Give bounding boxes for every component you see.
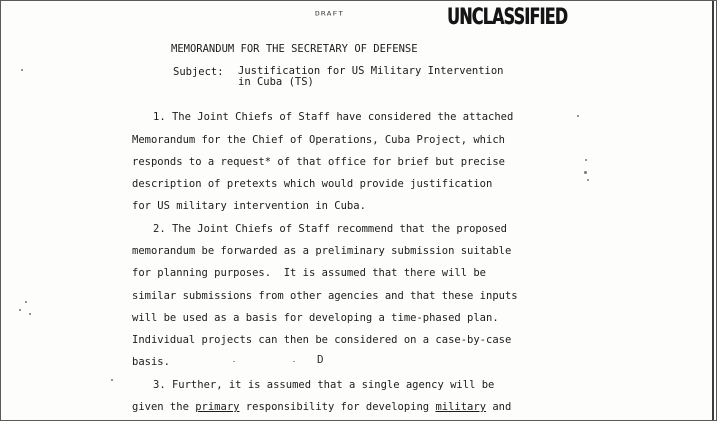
scan-speck	[111, 379, 113, 381]
scan-speck	[585, 159, 587, 161]
p2-line-6: Individual projects can then be considered on a case-by-case	[132, 334, 512, 346]
p1-line-4: description of pretexts which would provide justification	[132, 178, 493, 190]
scan-speck	[21, 69, 23, 71]
draft-mark: DRAFT	[315, 9, 345, 18]
p3-line-2: given the primary responsibility for developing military and	[132, 401, 512, 413]
scan-speck	[25, 301, 27, 303]
classification-stamp: UNCLASSIFIED	[447, 5, 568, 30]
p3-line-1: 3. Further, it is assumed that a single agency will be	[153, 379, 495, 391]
p2-line-7: basis.	[132, 356, 170, 368]
margin-mark: D	[317, 353, 324, 366]
p2-line-2: memorandum be forwarded as a preliminary submission suitable	[132, 245, 512, 257]
scan-edge	[712, 1, 714, 420]
underlined-primary: primary	[195, 401, 240, 413]
p1-line-2: Memorandum for the Chief of Operations, Cuba Project, which	[132, 134, 505, 146]
p2-line-5: will be used as a basis for developing a time-phased plan.	[132, 312, 499, 324]
p2-line-4: similar submissions from other agencies and that these inputs	[132, 290, 518, 302]
scan-speck	[29, 313, 31, 315]
scan-speck	[587, 179, 589, 181]
subject-line-1: Justification for US Military Intervention	[238, 65, 504, 77]
scan-speck	[293, 361, 295, 362]
p1-line-1: 1. The Joint Chiefs of Staff have considered the attached	[153, 111, 514, 123]
subject-label: Subject:	[173, 66, 224, 78]
scan-speck	[584, 171, 587, 174]
p1-line-3: responds to a request* of that office for brief but precise	[132, 156, 505, 168]
underlined-military: military	[435, 401, 487, 413]
subject-line-2: in Cuba (TS)	[238, 76, 314, 88]
scan-speck	[19, 309, 21, 311]
memo-heading: MEMORANDUM FOR THE SECRETARY OF DEFENSE	[171, 43, 418, 55]
p2-line-3: for planning purposes. It is assumed that there will be	[132, 267, 487, 279]
p1-line-5: for US military intervention in Cuba.	[132, 200, 366, 212]
scan-speck	[577, 115, 579, 117]
p2-line-1: 2. The Joint Chiefs of Staff recommend that the proposed	[153, 223, 508, 235]
subject-text	[238, 66, 504, 88]
scan-speck	[233, 361, 235, 362]
